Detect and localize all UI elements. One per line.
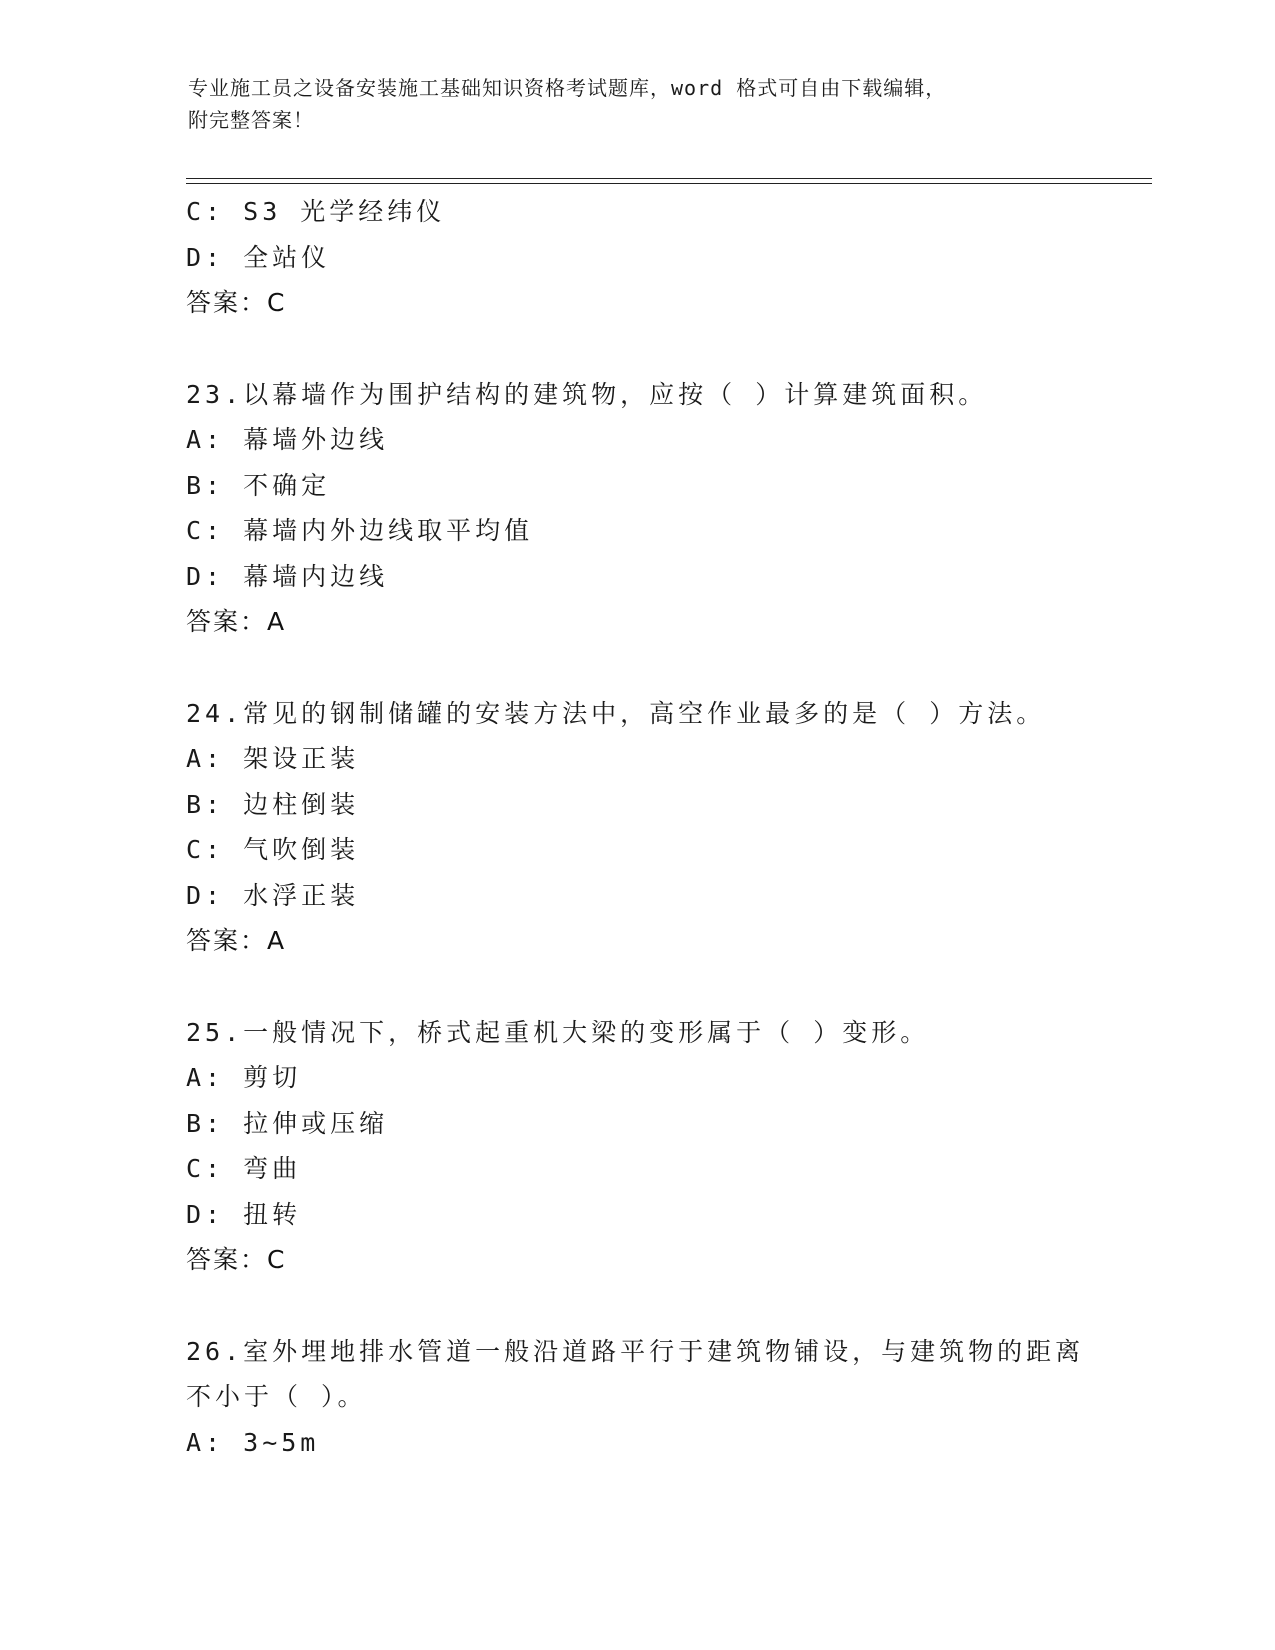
option-b: B: 边柱倒装 <box>186 789 360 819</box>
spacer <box>186 645 1146 691</box>
header-divider-bottom <box>186 183 1152 184</box>
answer-line: 答案：A <box>186 926 287 955</box>
question-24 <box>186 691 1146 964</box>
answer-line: 答案：C <box>186 1245 287 1274</box>
option-b: B: 不确定 <box>186 470 331 500</box>
option-a: A: 3~5m <box>186 1427 320 1457</box>
question-text-line-2: 不小于（ ）。 <box>186 1382 367 1411</box>
question-text: 24.常见的钢制储罐的安装方法中，高空作业最多的是（ ）方法。 <box>186 698 1046 728</box>
answer-line: 答案：C <box>186 288 287 317</box>
header-line-1: 专业施工员之设备安装施工基础知识资格考试题库，word 格式可自由下载编辑， <box>188 76 947 100</box>
option-a: A: 架设正装 <box>186 744 360 773</box>
option-a: A: 幕墙外边线 <box>186 425 389 454</box>
option-c: C: 弯曲 <box>186 1154 302 1183</box>
answer-line: 答案：A <box>186 607 287 636</box>
option-c: C: 气吹倒装 <box>186 835 360 864</box>
option-a: A: 剪切 <box>186 1063 302 1092</box>
option-b: B: 拉伸或压缩 <box>186 1108 389 1138</box>
question-23 <box>186 372 1146 645</box>
option-c: C: 幕墙内外边线取平均值 <box>186 516 534 545</box>
option-d: D: 水浮正装 <box>186 880 360 910</box>
question-25 <box>186 1010 1146 1283</box>
spacer <box>186 1283 1146 1329</box>
question-text-line-1: 26.室外埋地排水管道一般沿道路平行于建筑物铺设，与建筑物的距离 <box>186 1336 1085 1366</box>
option-d: D: 幕墙内边线 <box>186 561 389 591</box>
continued-question <box>186 189 1146 326</box>
document-header <box>188 72 1068 136</box>
option-d: D: 全站仪 <box>186 242 331 272</box>
question-text: 25.一般情况下，桥式起重机大梁的变形属于（ ）变形。 <box>186 1017 930 1047</box>
question-26 <box>186 1329 1146 1466</box>
question-text: 23.以幕墙作为围护结构的建筑物，应按（ ）计算建筑面积。 <box>186 379 988 409</box>
spacer <box>186 964 1146 1010</box>
option-d: D: 扭转 <box>186 1199 302 1229</box>
header-line-2: 附完整答案！ <box>188 108 314 132</box>
question-content <box>186 189 1146 1465</box>
spacer <box>186 326 1146 372</box>
option-c: C: S3 光学经纬仪 <box>186 197 446 226</box>
header-divider-top <box>186 178 1152 179</box>
